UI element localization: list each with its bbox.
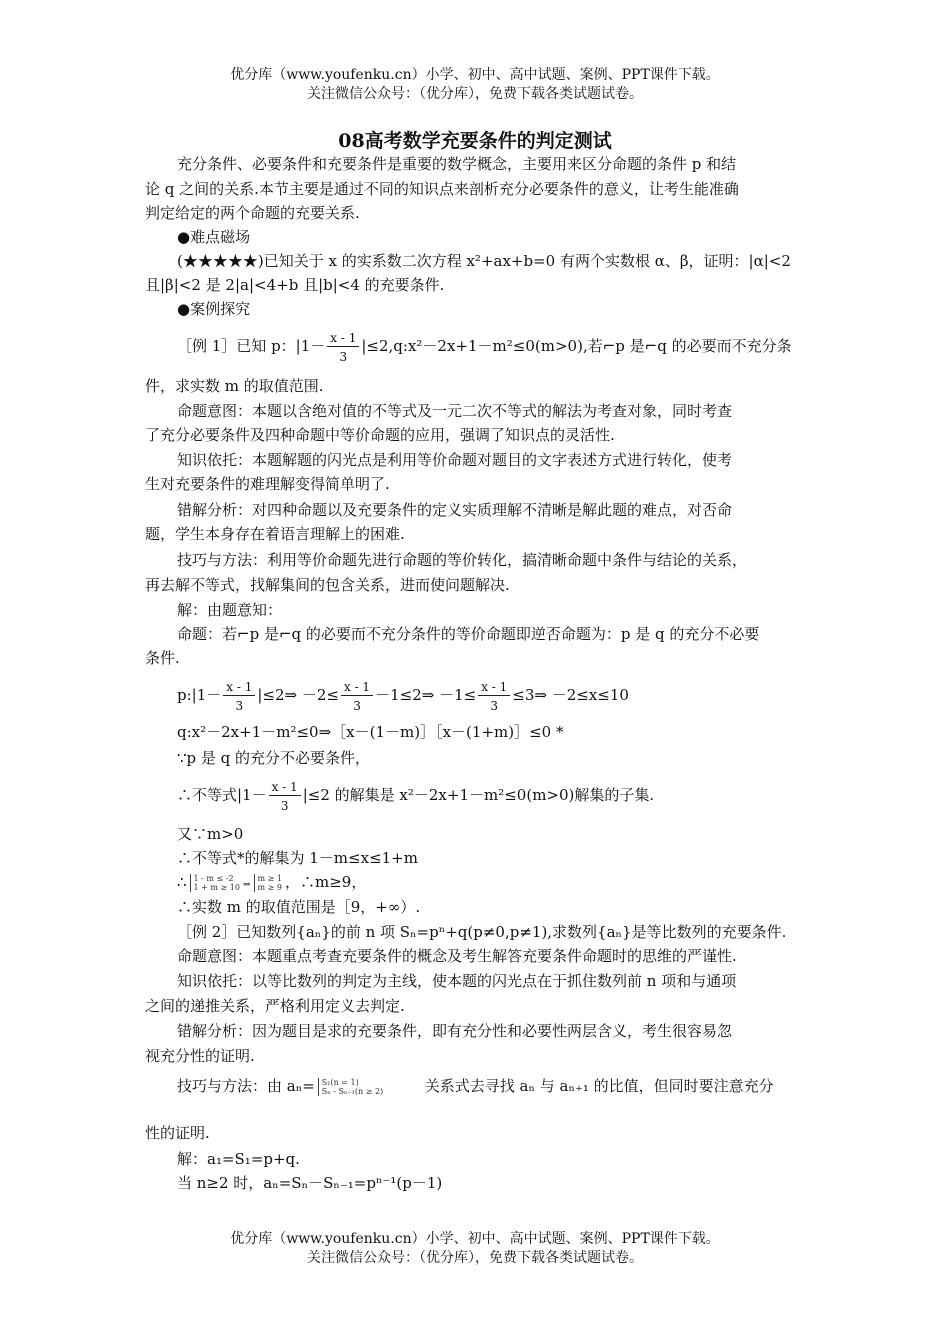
fraction: $\frac{x - 1}{3}$	[223, 680, 255, 713]
ex2-basis-line-2: 之间的递推关系，严格利用定义去判定.	[145, 997, 405, 1015]
ex1-technique-line-1: 技巧与方法：利用等价命题先进行命题的等价转化，搞清晰命题中条件与结论的关系，	[177, 551, 748, 569]
ex1-error-line-2: 题，学生本身存在着语言理解上的困难.	[145, 525, 405, 543]
difficult-line-1: (★★★★★)已知关于 x 的实系数二次方程 x²+ax+b=0 有两个实数根 α、β，证明：|α|<2	[177, 252, 791, 270]
inequality-system: 1 - m ≤ -2 1 + m ≥ 10	[190, 874, 240, 892]
ex2-problem: ［例 2］已知数列{aₙ}的前 n 项 Sₙ=pⁿ+q(p≠0,p≠1),求数列{aₙ}是等比数列的充要条件.	[177, 923, 787, 941]
ex1-also-line: 又∵m>0	[177, 825, 244, 843]
ex1-intent-line-1: 命题意图：本题以含绝对值的不等式及一元二次不等式的解法为考查对象，同时考查	[177, 402, 733, 420]
piecewise-system: S₁(n = 1) Sₙ - Sₙ₋₁(n ≥ 2)	[318, 1078, 422, 1096]
ex2-intent: 命题意图：本题重点考查充要条件的概念及考生解答充要条件命题时的思维的严谨性.	[177, 947, 737, 965]
ex1-basis-line-2: 生对充要条件的难理解变得简单明了.	[145, 475, 390, 493]
fraction: $\frac{x - 1}{3}$	[269, 780, 301, 813]
ex1-solution-intro: 解：由题意知：	[177, 601, 283, 619]
ex1-therefore-line-2: ∴不等式*的解集为 1－m≤x≤1+m	[177, 849, 418, 867]
ex1-therefore-line-3: ∴ 1 - m ≤ -2 1 + m ≥ 10 ⇒m ≥ 1 m ≥ 9 ，∴m≥9，	[177, 873, 367, 892]
intro-line-2: 论 q 之间的关系.本节主要是通过不同的知识点来剖析充分必要条件的意义，让考生能准确	[145, 180, 739, 198]
ex1-problem-text-b: |≤2,q:x²－2x+1－m²≤0(m>0),若⌐p 是⌐q 的必要而不充分条	[361, 337, 792, 355]
ex2-solution-line-1: 解：a₁=S₁=p+q.	[177, 1150, 300, 1168]
ex2-technique-line-2: 性的证明.	[145, 1124, 210, 1142]
ex1-proposition-line-1: 命题：若⌐p 是⌐q 的必要而不充分条件的等价命题即逆否命题为：p 是 q 的充分不必要	[177, 625, 760, 643]
intro-line-1: 充分条件、必要条件和充要条件是重要的数学概念，主要用来区分命题的条件 p 和结	[177, 155, 737, 173]
inequality-system: m ≥ 1 m ≥ 9	[254, 874, 282, 892]
intro-line-3: 判定给定的两个命题的充要关系.	[145, 204, 360, 222]
fraction: $\frac{x - 1}{3}$	[341, 680, 373, 713]
ex1-basis-line-1: 知识依托：本题解题的闪光点是利用等价命题对题目的文字表述方式进行转化，使考	[177, 451, 733, 469]
ex2-technique-line-1: 技巧与方法：由 aₙ= S₁(n = 1) Sₙ - Sₙ₋₁(n ≥ 2) 关系式去寻找 aₙ 与 aₙ₊₁ 的比值，但同时要注意充分	[177, 1077, 774, 1096]
ex1-p-derivation: p:|1－ $\frac{x - 1}{3}$ |≤2⇒ －2≤ $\frac{x - 1}{3}$ －1≤2⇒ －1≤ $\frac{x - 1}{3}$ ≤3⇒ －2≤x≤10	[177, 679, 629, 713]
ex1-problem-text-a: ［例 1］已知 p：|1－	[177, 337, 326, 355]
ex1-q-derivation: q:x²－2x+1－m²≤0⇒［x－(1－m)］［x－(1+m)］≤0 *	[177, 723, 564, 741]
ex1-intent-line-2: 了充分必要条件及四种命题中等价命题的应用，强调了知识点的灵活性.	[145, 426, 615, 444]
ex1-therefore-line-4: ∴实数 m 的取值范围是［9，+∞）.	[177, 898, 421, 916]
ex1-problem-line-1	[177, 326, 792, 366]
document-title: 08高考数学充要条件的判定测试	[338, 130, 612, 152]
section-difficult-heading: ●难点磁场	[177, 228, 251, 246]
ex2-solution-line-2: 当 n≥2 时，aₙ=Sₙ－Sₙ₋₁=pⁿ⁻¹(p－1)	[177, 1174, 443, 1192]
ex1-proposition-line-2: 条件.	[145, 649, 180, 667]
ex1-because-line: ∵p 是 q 的充分不必要条件，	[177, 749, 371, 767]
ex1-therefore-line-1: ∴不等式|1－ $\frac{x - 1}{3}$ |≤2 的解集是 x²－2x+1－m²≤0(m>0)解集的子集.	[177, 779, 655, 813]
page-header	[0, 66, 950, 104]
ex1-error-line-1: 错解分析：对四种命题以及充要条件的定义实质理解不清晰是解此题的难点，对否命	[177, 501, 733, 519]
difficult-line-2: 且|β|<2 是 2|a|<4+b 且|b|<4 的充要条件.	[145, 276, 445, 294]
ex2-basis-line-1: 知识依托：以等比数列的判定为主线，使本题的闪光点在于抓住数列前 n 项和与通项	[177, 972, 737, 990]
section-cases-heading: ●案例探究	[177, 300, 251, 318]
page-footer	[0, 1230, 950, 1268]
ex1-technique-line-2: 再去解不等式，找解集间的包含关系，进而使问题解决.	[145, 576, 510, 594]
ex2-error-line-2: 视充分性的证明.	[145, 1047, 255, 1065]
fraction: $\frac{x - 1}{3}$	[478, 680, 510, 713]
header-line-1: 优分库（www.youfenku.cn）小学、初中、高中试题、案例、PPT课件下载。	[230, 67, 720, 83]
ex1-problem-line-2: 件，求实数 m 的取值范围.	[145, 377, 324, 395]
footer-line-1: 优分库（www.youfenku.cn）小学、初中、高中试题、案例、PPT课件下载。	[230, 1231, 720, 1247]
header-line-2: 关注微信公众号：（优分库），免费下载各类试题试卷。	[307, 86, 643, 102]
fraction: $\frac{x - 1}{3}$	[327, 331, 359, 364]
footer-line-2: 关注微信公众号：（优分库），免费下载各类试题试卷。	[307, 1250, 643, 1266]
ex2-error-line-1: 错解分析：因为题目是求的充要条件，即有充分性和必要性两层含义，考生很容易忽	[177, 1022, 733, 1040]
